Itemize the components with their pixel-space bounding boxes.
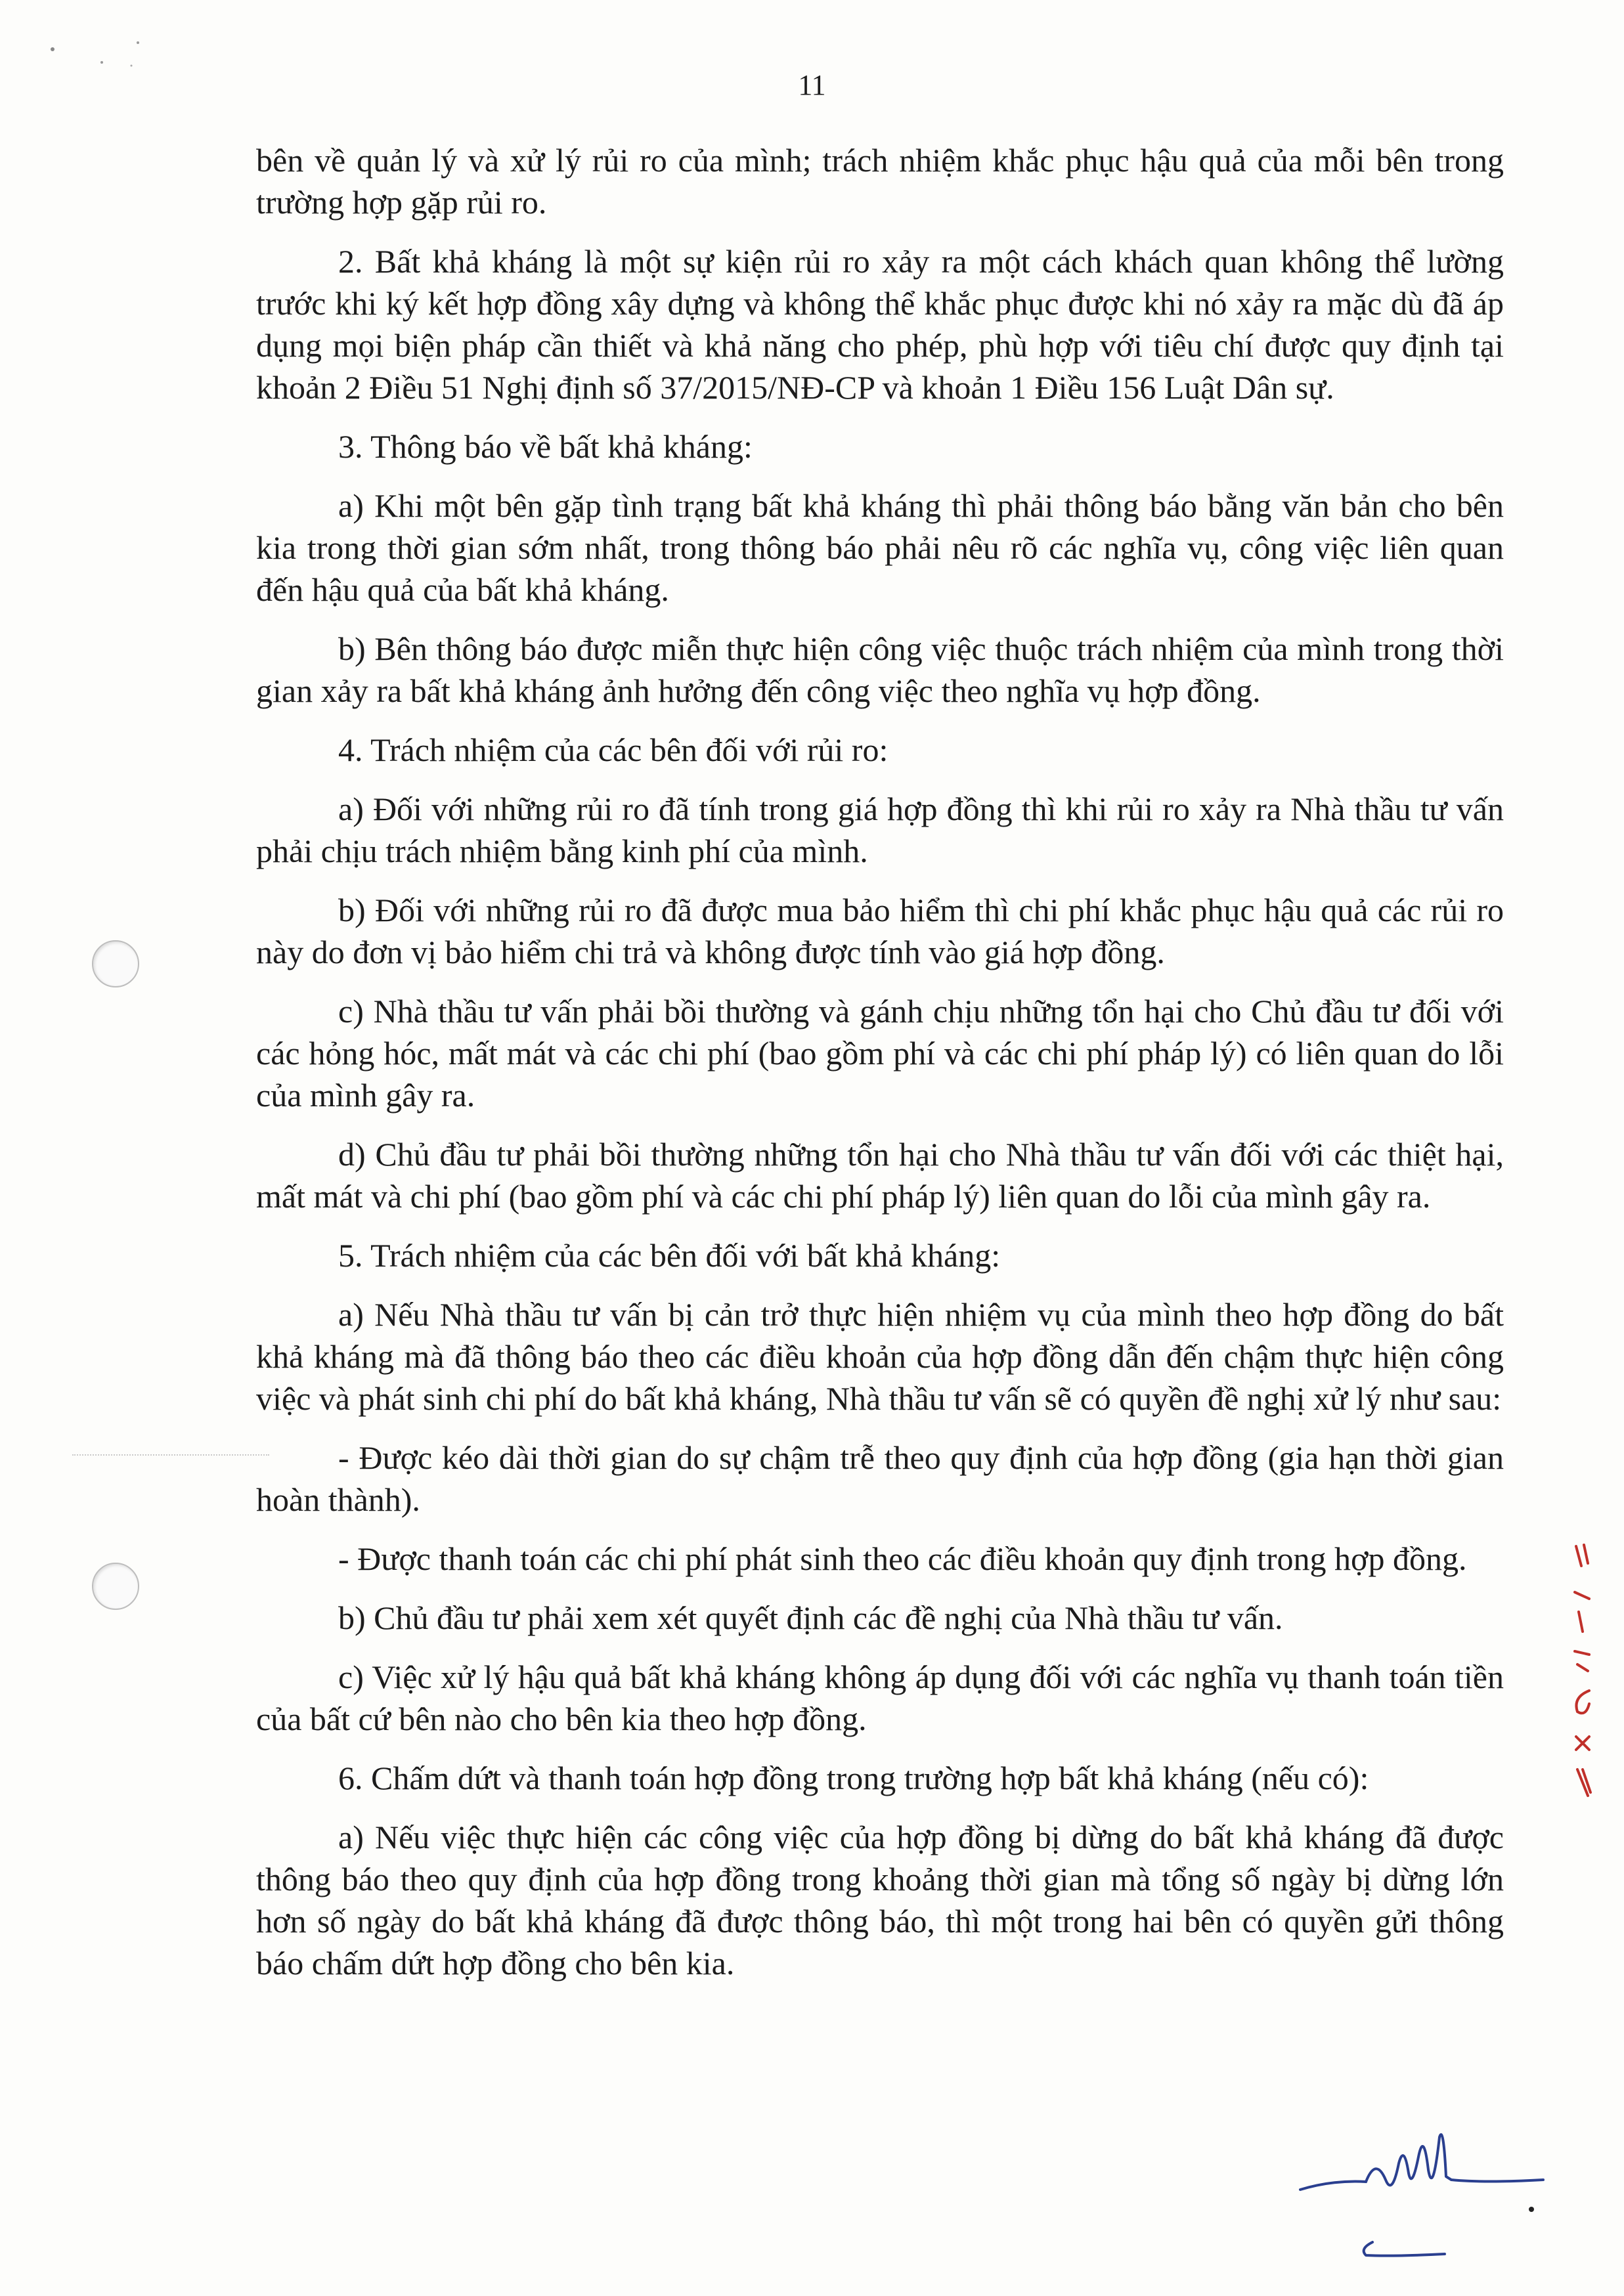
paragraph-3b: b) Bên thông báo được miễn thực hiện công việc thuộc trách nhiệm của mình trong thời gian xảy ra bất khả kháng ảnh hưởng đến công việc theo nghĩa vụ hợp đồng. xyxy=(256,630,1504,709)
paragraph-5c: c) Việc xử lý hậu quả bất khả kháng không áp dụng đối với các nghĩa vụ thanh toán tiền của bất cứ bên nào cho bên kia theo hợp đồng. xyxy=(256,1658,1504,1737)
paragraph-5a: a) Nếu Nhà thầu tư vấn bị cản trở thực hiện nhiệm vụ của mình theo hợp đồng do bất khả kháng mà đã thông báo theo các điều khoản của hợp đồng dẫn đến chậm thực hiện công việc và phát sinh chi phí do bất khả kháng, Nhà thầu tư vấn sẽ có quyền đề nghị xử lý như sau: xyxy=(256,1296,1504,1417)
paragraph-5b: b) Chủ đầu tư phải xem xét quyết định các đề nghị của Nhà thầu tư vấn. xyxy=(338,1599,1283,1636)
bullet-extension: - Được kéo dài thời gian do sự chậm trễ theo quy định của hợp đồng (gia hạn thời gian hoàn thành). xyxy=(256,1439,1504,1518)
bullet-payment: - Được thanh toán các chi phí phát sinh theo các điều khoản quy định trong hợp đồng. xyxy=(338,1540,1467,1577)
section-heading-termination: 6. Chấm dứt và thanh toán hợp đồng trong trường hợp bất khả kháng (nếu có): xyxy=(338,1760,1369,1796)
signature-initials xyxy=(1294,2117,1556,2272)
section-heading-risk-responsibility: 4. Trách nhiệm của các bên đối với rủi ro: xyxy=(338,731,889,768)
paragraph-4a: a) Đối với những rủi ro đã tính trong giá hợp đồng thì khi rủi ro xảy ra Nhà thầu tư vấn phải chịu trách nhiệm bằng kinh phí của mình. xyxy=(256,791,1504,869)
paragraph-3a: a) Khi một bên gặp tình trạng bất khả kháng thì phải thông báo bằng văn bản cho bên kia trong thời gian sớm nhất, trong thông báo phải nêu rõ các nghĩa vụ, công việc liên quan đến hậu quả của bất khả kháng. xyxy=(256,487,1504,608)
section-heading-notification: 3. Thông báo về bất khả kháng: xyxy=(338,428,753,465)
margin-stamp-mark xyxy=(1563,1540,1602,1819)
punch-hole-lower xyxy=(92,1563,139,1610)
paragraph-4d: d) Chủ đầu tư phải bồi thường những tổn hại cho Nhà thầu tư vấn đối với các thiệt hại, mất mát và chi phí (bao gồm phí và các chi phí pháp lý) liên quan do lỗi của mình gây ra. xyxy=(256,1136,1504,1215)
punch-hole-upper xyxy=(92,940,139,987)
page-number: 11 xyxy=(798,69,826,101)
paragraph-4b: b) Đối với những rủi ro đã được mua bảo hiểm thì chi phí khắc phục hậu quả các rủi ro này do đơn vị bảo hiểm chi trả và không được tính vào giá hợp đồng. xyxy=(256,892,1504,970)
paragraph-6a: a) Nếu việc thực hiện các công việc của hợp đồng bị dừng do bất khả kháng đã được thông báo theo quy định của hợp đồng trong khoảng thời gian mà tổng số ngày bị dừng lớn hơn số ngày do bất khả kháng đã được thông báo, thì một trong hai bên có quyền gửi thông báo chấm dứt hợp đồng cho bên kia. xyxy=(256,1819,1504,1982)
document-body xyxy=(256,139,1504,2001)
paragraph-4c: c) Nhà thầu tư vấn phải bồi thường và gánh chịu những tổn hại cho Chủ đầu tư đối với các hỏng hóc, mất mát và các chi phí (bao gồm phí và các chi phí pháp lý) có liên quan do lỗi của mình gây ra. xyxy=(256,993,1504,1114)
scan-artifact-line xyxy=(72,1454,269,1456)
section-heading-force-majeure-responsibility: 5. Trách nhiệm của các bên đối với bất khả kháng: xyxy=(338,1237,1001,1274)
paragraph-continuation: bên về quản lý và xử lý rủi ro của mình; trách nhiệm khắc phục hậu quả của mỗi bên trong trường hợp gặp rủi ro. xyxy=(256,142,1504,221)
paragraph-force-majeure-definition: 2. Bất khả kháng là một sự kiện rủi ro xảy ra một cách khách quan không thể lường trước khi ký kết hợp đồng xây dựng và không thể khắc phục được khi nó xảy ra mặc dù đã áp dụng mọi biện pháp cần thiết và khả năng cho phép, phù hợp với tiêu chí được quy định tại khoản 2 Điều 51 Nghị định số 37/2015/NĐ-CP và khoản 1 Điều 156 Luật Dân sự. xyxy=(256,243,1504,406)
